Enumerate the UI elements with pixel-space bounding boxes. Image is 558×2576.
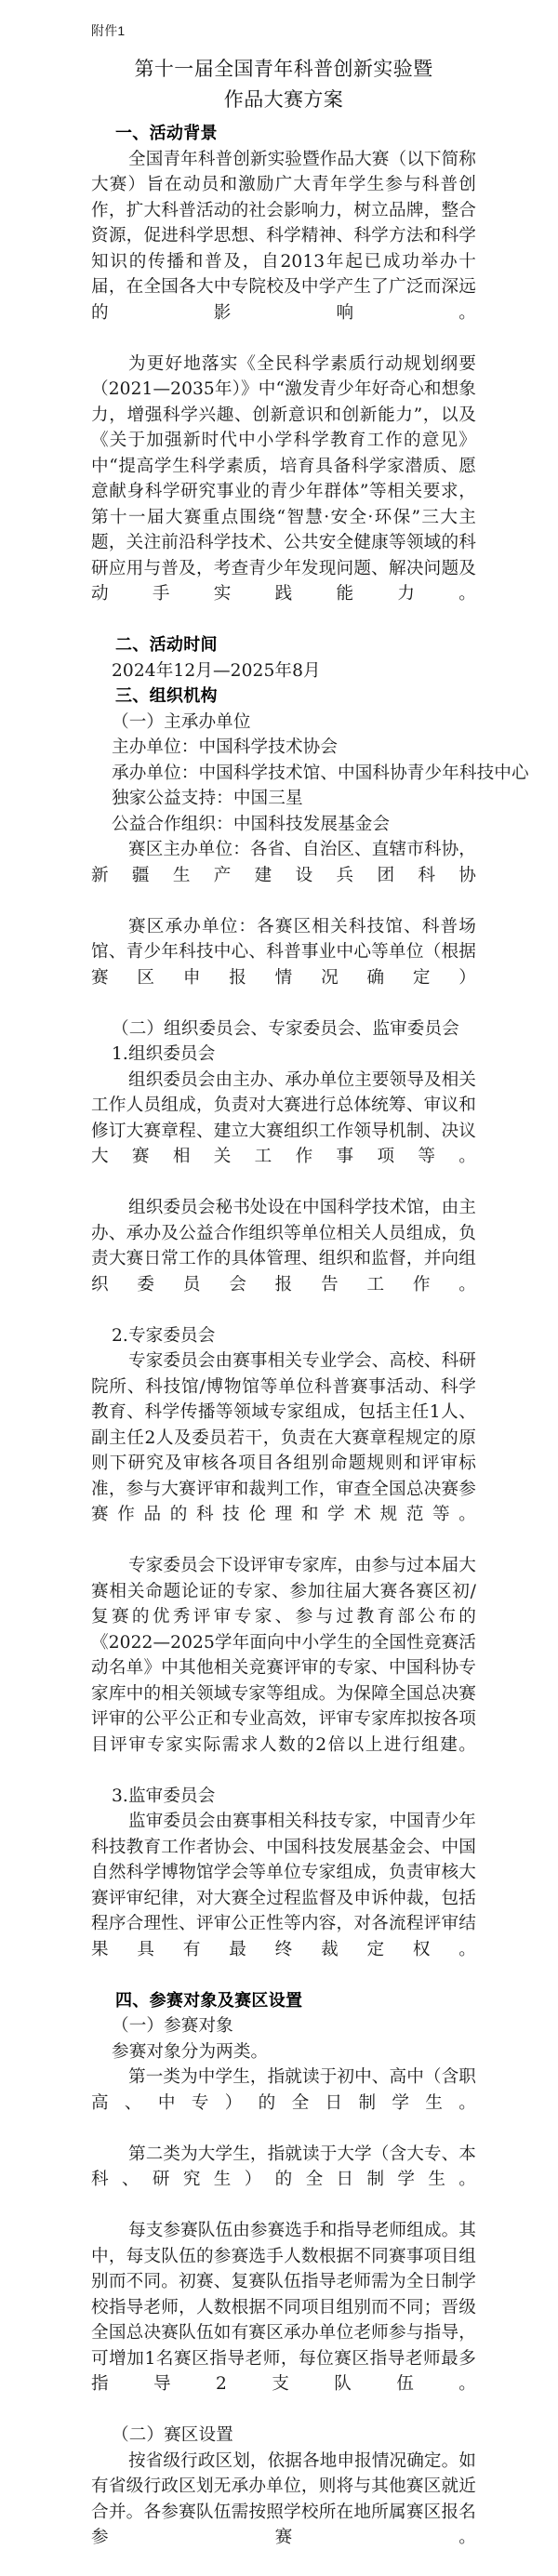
document-line: 公益合作组织：中国科技发展基金会 <box>91 812 476 838</box>
document-body <box>91 121 476 2576</box>
subsection-heading: （一）参赛对象 <box>91 2013 476 2039</box>
document-line: 参赛对象分为两类。 <box>91 2039 476 2065</box>
attachment-label: 附件1 <box>91 22 476 39</box>
document-paragraph: 按省级行政区划，依据各地申报情况确定。如有省级行政区划无承办单位，则将与其他赛区就近合并。各参赛队伍需按照学校所在地所属赛区报名参赛。 <box>91 2449 476 2576</box>
document-paragraph: 为更好地落实《全民科学素质行动规划纲要（2021—2035年）》中“激发青少年好奇心和想象力，增强科学兴趣、创新意识和创新能力”，以及《关于加强新时代中小学科学教育工作的意见》中“提高学生科学素质，培育具备科学家潜质、愿意献身科学研究事业的青少年群体”等相关要求，第十一届大赛重点围绕“智慧·安全·环保”三大主题，关注前沿科学技术、公共安全健康等领域的科研应用与普及，考查青少年发现问题、解决问题及动手实践能力。 <box>91 352 476 633</box>
document-line: 承办单位：中国科学技术馆、中国科协青少年科技中心 <box>91 761 476 787</box>
document-paragraph: 专家委员会下设评审专家库，由参与过本届大赛相关命题论证的专家、参加往届大赛各赛区初/复赛的优秀评审专家、参与过教育部公布的《2022—2025学年面向中小学生的全国性竞赛活动名单》中其他相关竞赛评审的专家、中国科协专家库中的相关领域专家等组成。为保障全国总决赛评审的公平公正和专业高效，评审专家库拟按各项目评审专家实际需求人数的2倍以上进行组建。 <box>91 1553 476 1784</box>
subsection-heading: （一）主承办单位 <box>91 710 476 736</box>
document-line: 主办单位：中国科学技术协会 <box>91 735 476 761</box>
document-paragraph: 第一类为中学生，指就读于初中、高中（含职高、中专）的全日制学生。 <box>91 2065 476 2142</box>
subsection-heading: （二）组织委员会、专家委员会、监审委员会 <box>91 1016 476 1042</box>
document-paragraph: 组织委员会秘书处设在中国科学技术馆，由主办、承办及公益合作组织等单位相关人员组成，负责大赛日常工作的具体管理、组织和监督，并向组织委员会报告工作。 <box>91 1195 476 1323</box>
page-title-line-1: 第十一届全国青年科普创新实验暨 <box>91 54 476 85</box>
section-heading: 四、参赛对象及赛区设置 <box>91 1988 476 2014</box>
subsection-heading: （二）赛区设置 <box>91 2423 476 2449</box>
section-heading: 一、活动背景 <box>91 121 476 147</box>
subsection-heading: 3.监审委员会 <box>91 1784 476 1810</box>
page-title <box>91 54 476 115</box>
section-heading: 二、活动时间 <box>91 632 476 658</box>
page-title-line-2: 作品大赛方案 <box>91 85 476 115</box>
document-paragraph: 赛区主办单位：各省、自治区、直辖市科协，新疆生产建设兵团科协 <box>91 837 476 914</box>
document-paragraph: 组织委员会由主办、承办单位主要领导及相关工作人员组成，负责对大赛进行总体统筹、审议和修订大赛章程、建立大赛组织工作领导机制、决议大赛相关工作事项等。 <box>91 1068 476 1196</box>
document-line: 独家公益支持：中国三星 <box>91 786 476 812</box>
subsection-heading: 1.组织委员会 <box>91 1042 476 1068</box>
document-paragraph: 每支参赛队伍由参赛选手和指导老师组成。其中，每支队伍的参赛选手人数根据不同赛事项目组别而不同。初赛、复赛队伍指导老师需为全日制学校指导老师，人数根据不同项目组别而不同；晋级全国总决赛队伍如有赛区承办单位老师参与指导，可增加1名赛区指导老师，每位赛区指导老师最多指导2支队伍。 <box>91 2218 476 2423</box>
document-paragraph: 监审委员会由赛事相关科技专家，中国青少年科技教育工作者协会、中国科技发展基金会、中国自然科学博物馆学会等单位专家组成，负责审核大赛评审纪律，对大赛全过程监督及申诉仲裁，包括程序合理性、评审公正性等内容，对各流程评审结果具有最终裁定权。 <box>91 1809 476 1988</box>
document-paragraph: 赛区承办单位：各赛区相关科技馆、科普场馆、青少年科技中心、科普事业中心等单位（根据赛区申报情况确定） <box>91 914 476 1016</box>
section-heading: 三、组织机构 <box>91 684 476 710</box>
document-paragraph: 全国青年科普创新实验暨作品大赛（以下简称大赛）旨在动员和激励广大青年学生参与科普创作，扩大科普活动的社会影响力，树立品牌，整合资源，促进科学思想、科学精神、科学方法和科学知识的传播和普及，自2013年起已成功举办十届，在全国各大中专院校及中学产生了广泛而深远的影响。 <box>91 147 476 352</box>
document-content <box>91 0 476 2576</box>
document-line: 2024年12月—2025年8月 <box>91 658 476 684</box>
document-paragraph: 专家委员会由赛事相关专业学会、高校、科研院所、科技馆/博物馆等单位科普赛事活动、科学教育、科学传播等领域专家组成，包括主任1人、副主任2人及委员若干，负责在大赛章程规定的原则下研究及审核各项目各组别命题规则和评审标准，参与大赛评审和裁判工作，审查全国总决赛参赛作品的科技伦理和学术规范等。 <box>91 1348 476 1553</box>
subsection-heading: 2.专家委员会 <box>91 1323 476 1349</box>
document-paragraph: 第二类为大学生，指就读于大学（含大专、本科、研究生）的全日制学生。 <box>91 2142 476 2219</box>
